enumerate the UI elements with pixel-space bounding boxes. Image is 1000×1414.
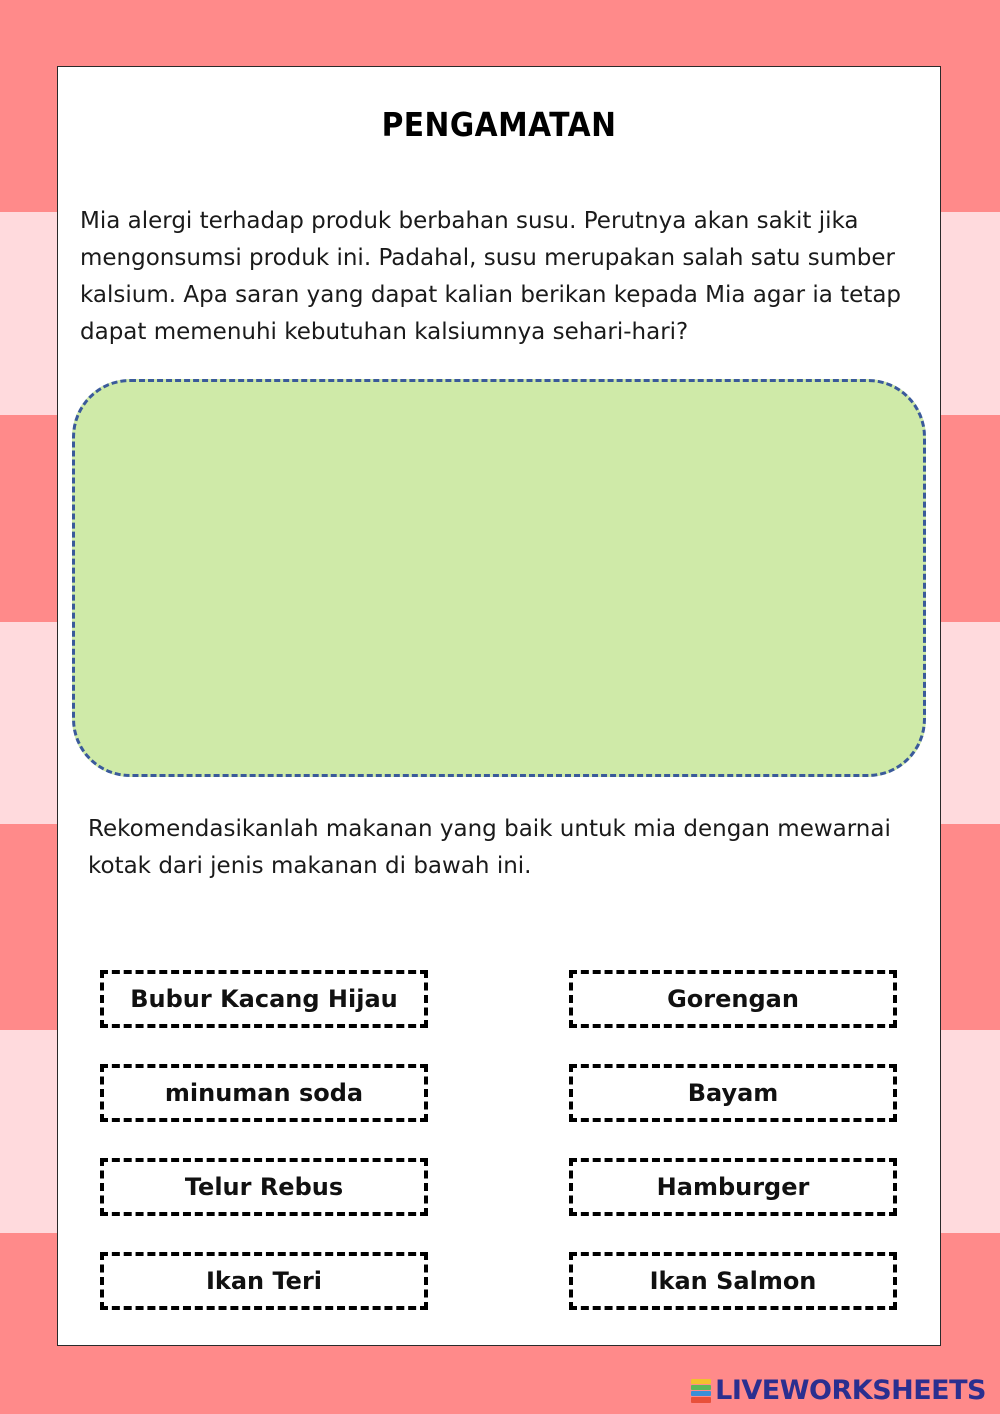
choice-gorengan[interactable]: Gorengan — [569, 970, 897, 1028]
answer-text-box[interactable] — [72, 379, 926, 777]
logo-text: LIVEWORKSHEETS — [715, 1375, 986, 1406]
choice-hamburger[interactable]: Hamburger — [569, 1158, 897, 1216]
choice-telur-rebus[interactable]: Telur Rebus — [100, 1158, 428, 1216]
choice-ikan-salmon[interactable]: Ikan Salmon — [569, 1252, 897, 1310]
logo-icon — [691, 1379, 711, 1403]
choice-bubur-kacang-hijau[interactable]: Bubur Kacang Hijau — [100, 970, 428, 1028]
question-text: Mia alergi terhadap produk berbahan susu. Perutnya akan sakit jika mengonsumsi produk ini. Padahal, susu merupakan salah satu sumber kalsium. Apa saran yang dapat kalian berikan kepada Mia agar ia tetap dapat memenuhi kebutuhan kalsiumnya sehari-hari? — [80, 208, 902, 345]
worksheet-page — [57, 66, 941, 1346]
instruction-text: Rekomendasikanlah makanan yang baik untuk mia dengan mewarnai kotak dari jenis makanan di bawah ini. — [88, 816, 891, 879]
page-title: PENGAMATAN — [381, 105, 617, 144]
choice-bayam[interactable]: Bayam — [569, 1064, 897, 1122]
choice-minuman-soda[interactable]: minuman soda — [100, 1064, 428, 1122]
choice-ikan-teri[interactable]: Ikan Teri — [100, 1252, 428, 1310]
liveworksheets-logo[interactable] — [691, 1375, 986, 1406]
